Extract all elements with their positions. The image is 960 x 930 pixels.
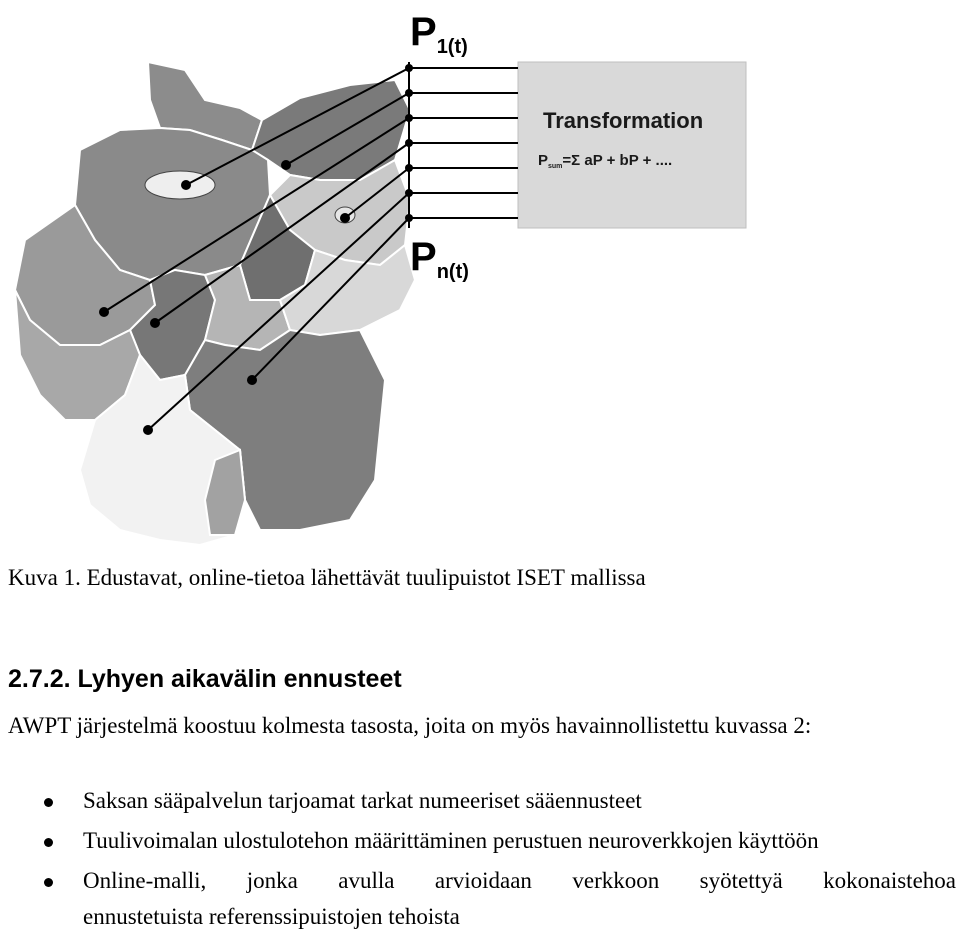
p-top-letter: P	[410, 10, 437, 54]
figure-caption: Kuva 1. Edustavat, online-tietoa lähettävät tuulipuistot ISET mallissa	[8, 565, 646, 590]
transformation-formula: $P_{sum}=\Sigma$ aP + bP + ....	[538, 152, 673, 170]
wind-farm-dot	[181, 180, 191, 190]
list-item-text: Tuulivoimalan ulostulotehon määrittäminen perustuen neuroverkkojen käyttöön	[83, 828, 819, 853]
wind-farm-dot	[99, 307, 109, 317]
transformation-title: Transformation	[543, 108, 704, 133]
bus-node-dot	[405, 114, 413, 122]
list-item-text: Saksan sääpalvelun tarjoamat tarkat numeeriset sääennusteet	[83, 788, 642, 813]
bus-node-dot	[405, 214, 413, 222]
bus-node-dot	[405, 139, 413, 147]
wind-farm-dot	[150, 318, 160, 328]
bus-lines	[409, 62, 518, 228]
bullet-dot-icon	[44, 878, 53, 887]
bus-node-dot	[405, 164, 413, 172]
germany-map	[15, 62, 415, 545]
p-top-subscript: 1(t)	[436, 36, 468, 58]
intro-paragraph: AWPT järjestelmä koostuu kolmesta tasosta, joita on myös havainnollistettu kuvassa 2:	[8, 713, 812, 738]
section-heading: 2.7.2. Lyhyen aikavälin ennusteet	[8, 665, 402, 693]
list-item-text-continued: ennustetuista referenssipuistojen tehoista	[83, 904, 460, 929]
p-bottom-subscript: n(t)	[436, 261, 469, 283]
p-bottom-letter: P	[410, 235, 437, 279]
wind-farm-dot	[143, 425, 153, 435]
bus-node-dot	[405, 64, 413, 72]
wind-farm-dot	[281, 160, 291, 170]
list-item-text: Online-malli, jonka avulla arvioidaan verkkoon syötettyä kokonaistehoa	[83, 868, 956, 893]
bus-node-dot	[405, 89, 413, 97]
transformation-box	[518, 62, 746, 228]
wind-farm-dot	[247, 375, 257, 385]
bullet-dot-icon	[44, 798, 53, 807]
bullet-dot-icon	[44, 838, 53, 847]
bus-node-dot	[405, 189, 413, 197]
p-top-label	[410, 10, 468, 58]
wind-farm-dot	[340, 213, 350, 223]
p-bottom-label	[410, 235, 469, 283]
